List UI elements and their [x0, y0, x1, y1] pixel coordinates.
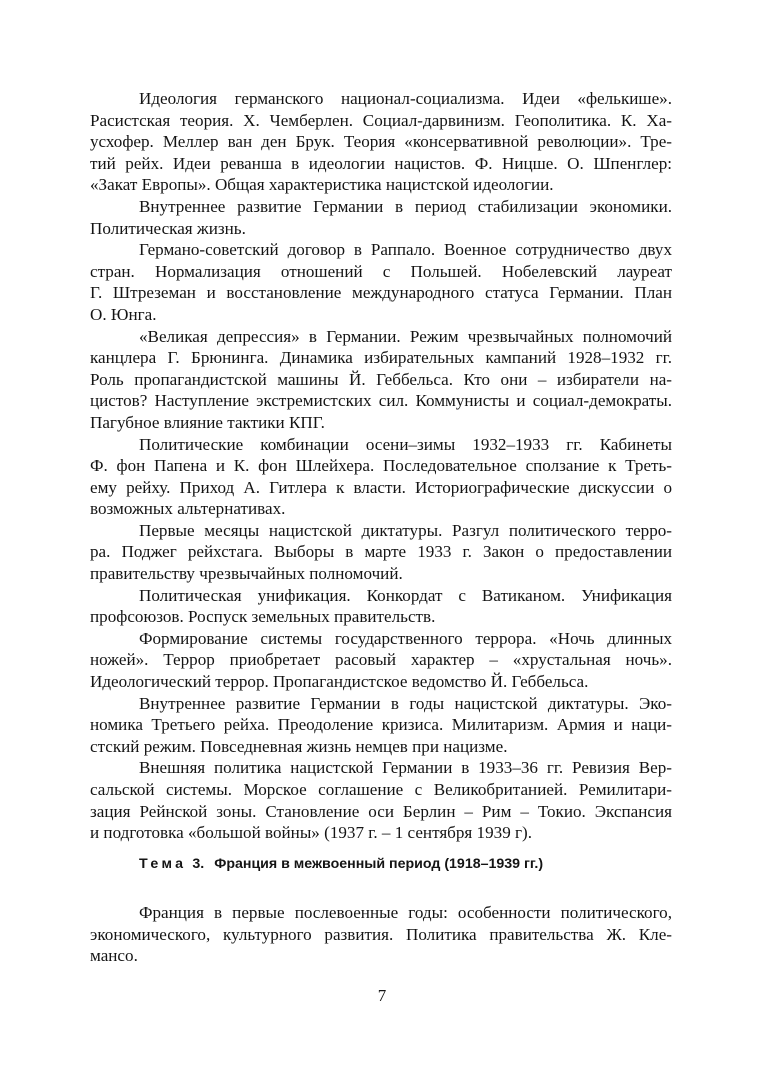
- text-line: канцлера Г. Брюнинга. Динамика избирательных кампаний 1928–1932 гг.: [90, 348, 672, 368]
- section-title: Франция в межвоенный период (1918–1939 гг.): [214, 856, 544, 872]
- section-number: 3.: [192, 856, 205, 872]
- text-line: Идеологический террор. Пропагандистское ведомство Й. Геббельса.: [90, 672, 589, 692]
- text-line: Г. Штреземан и восстановление международного статуса Германии. План: [90, 283, 672, 303]
- text-line: цистов? Наступление экстремистских сил. Коммунисты и социал-демократы.: [90, 391, 672, 411]
- text-line: номика Третьего рейха. Преодоление кризиса. Милитаризм. Армия и наци-: [90, 715, 672, 735]
- text-line: Первые месяцы нацистской диктатуры. Разгул политического терро-: [139, 520, 672, 540]
- text-line: тий рейх. Идеи реванша в идеологии нацистов. Ф. Ницше. О. Шпенглер:: [90, 153, 672, 173]
- text-line: Франция в первые послевоенные годы: особенности политического,: [139, 903, 672, 922]
- page-number: 7: [377, 986, 387, 1005]
- text-line: мансо.: [90, 946, 138, 966]
- section-heading: [139, 854, 639, 874]
- text-line: ему рейху. Приход А. Гитлера к власти. Историографические дискуссии о: [90, 477, 672, 497]
- text-line: «Закат Европы». Общая характеристика нацистской идеологии.: [90, 175, 554, 195]
- text-line: Политическая унификация. Конкордат с Ватиканом. Унификация: [139, 585, 672, 605]
- text-line: правительству чрезвычайных полномочий.: [90, 564, 403, 584]
- text-line: Расистская теория. Х. Чемберлен. Социал-дарвинизм. Геополитика. К. Ха-: [90, 110, 672, 130]
- text-line: Ф. фон Папена и К. фон Шлейхера. Последовательное сползание к Треть-: [90, 456, 672, 476]
- text-line: усхофер. Меллер ван ден Брук. Теория «консервативной революции». Тре-: [90, 132, 672, 152]
- text-line: «Великая депрессия» в Германии. Режим чрезвычайных полномочий: [139, 326, 672, 346]
- text-line: О. Юнга.: [90, 304, 157, 324]
- text-line: ножей». Террор приобретает расовый характер – «хрустальная ночь».: [90, 650, 672, 670]
- text-line: Внутреннее развитие Германии в годы нацистской диктатуры. Эко-: [139, 693, 672, 713]
- text-line: ра. Поджег рейхстага. Выборы в марте 1933 г. Закон о предоставлении: [90, 542, 672, 562]
- text-line: Формирование системы государственного террора. «Ночь длинных: [139, 628, 672, 648]
- text-line: профсоюзов. Роспуск земельных правительств.: [90, 607, 436, 627]
- body-text: [90, 88, 672, 844]
- text-line: стран. Нормализация отношений с Польшей. Нобелевский лауреат: [90, 261, 672, 281]
- text-line: Политическая жизнь.: [90, 218, 246, 238]
- section-label: Тема: [139, 856, 187, 872]
- section-body-text: [90, 902, 672, 967]
- text-line: экономического, культурного развития. Политика правительства Ж. Кле-: [90, 924, 672, 944]
- text-line: Внутреннее развитие Германии в период стабилизации экономики.: [139, 196, 672, 216]
- text-line: Роль пропагандистской машины Й. Геббельса. Кто они – избиратели на-: [90, 369, 672, 389]
- text-line: возможных альтернативах.: [90, 499, 286, 519]
- text-line: Идеология германского национал-социализма. Идеи «фелькише».: [139, 89, 672, 108]
- text-line: Пагубное влияние тактики КПГ.: [90, 412, 325, 432]
- text-line: Политические комбинации осени–зимы 1932–1933 гг. Кабинеты: [139, 434, 672, 454]
- text-line: и подготовка «большой войны» (1937 г. – 1 сентября 1939 г).: [90, 823, 532, 843]
- text-line: стский режим. Повседневная жизнь немцев при нацизме.: [90, 736, 508, 756]
- text-line: Внешняя политика нацистской Германии в 1933–36 гг. Ревизия Вер-: [139, 758, 672, 778]
- text-line: Германо-советский договор в Раппало. Военное сотрудничество двух: [139, 240, 672, 260]
- text-line: сальской системы. Морское соглашение с Великобританией. Ремилитари-: [90, 780, 672, 799]
- text-line: зация Рейнской зоны. Становление оси Берлин – Рим – Токио. Экспансия: [90, 801, 672, 821]
